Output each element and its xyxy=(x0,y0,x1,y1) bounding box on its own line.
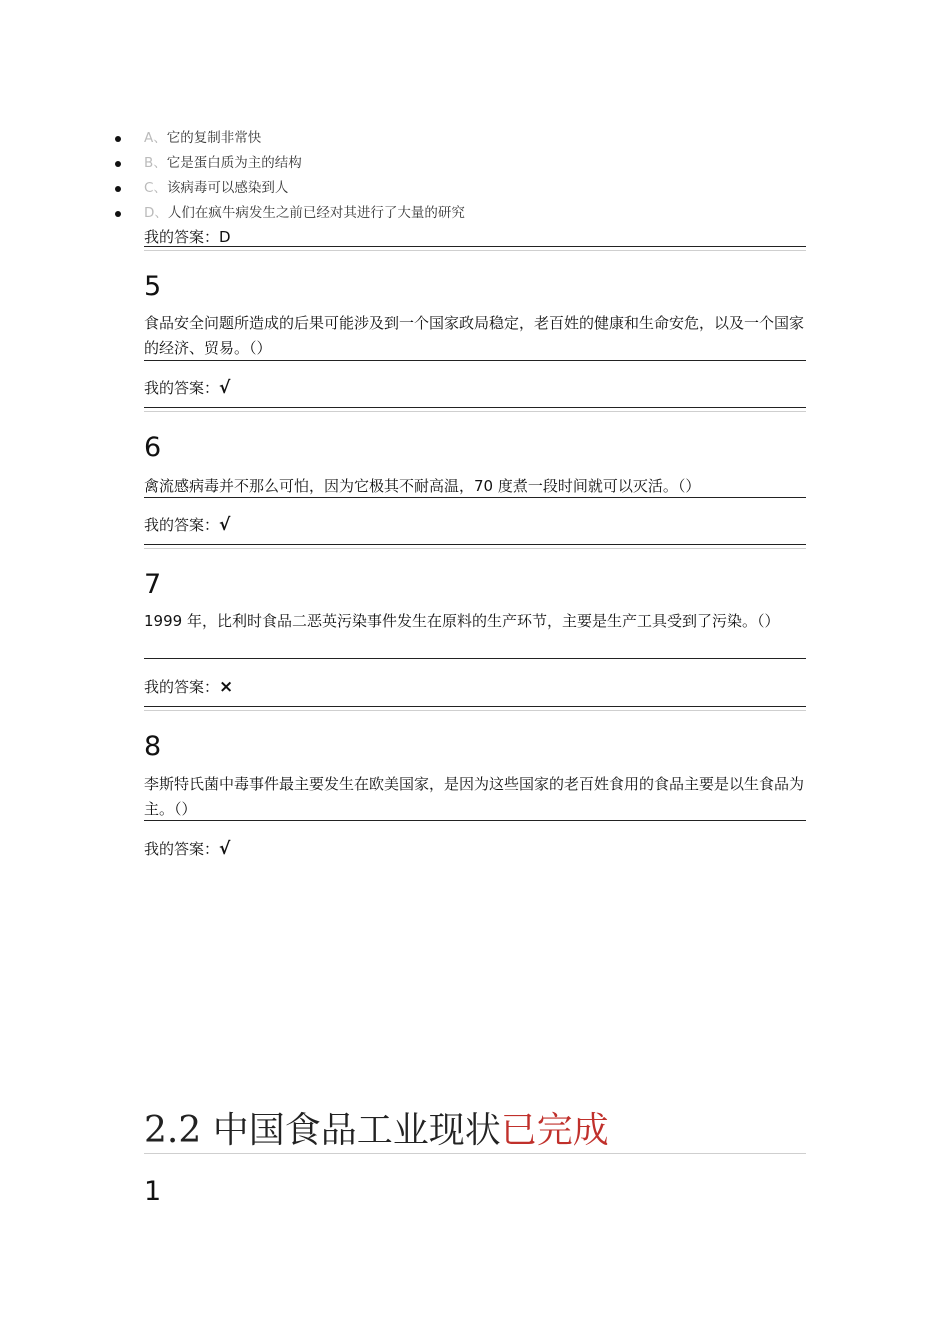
answer-mark: √ xyxy=(219,515,231,535)
answer-row xyxy=(144,676,806,698)
answer-label: 我的答案： xyxy=(144,678,220,696)
bullet-icon xyxy=(115,136,121,142)
question-separator xyxy=(144,411,806,412)
option-text: 人们在疯牛病发生之前已经对其进行了大量的研究 xyxy=(167,205,465,221)
answer-row xyxy=(144,377,806,399)
option-letter: A、 xyxy=(144,130,167,146)
question-number: 1 xyxy=(144,1176,162,1207)
option-letter: D、 xyxy=(144,205,168,221)
option-text: 该病毒可以感染到人 xyxy=(166,180,289,196)
option-text: 它是蛋白质为主的结构 xyxy=(166,155,302,171)
option-letter: B、 xyxy=(144,155,167,171)
question-separator xyxy=(144,250,806,251)
answer-mark: × xyxy=(219,677,234,697)
question-divider xyxy=(144,497,806,498)
option-b[interactable] xyxy=(110,151,830,176)
question-text: 李斯特氏菌中毒事件最主要发生在欧美国家，是因为这些国家的老百姓食用的食品主要是以生食品为主。（） xyxy=(144,775,805,818)
question-number: 8 xyxy=(144,731,162,762)
option-text: 它的复制非常快 xyxy=(166,130,262,146)
question-separator xyxy=(144,710,806,711)
answer-label: 我的答案： xyxy=(144,379,220,397)
question-separator xyxy=(144,548,806,549)
question-number: 5 xyxy=(144,271,162,302)
answer-divider xyxy=(144,544,806,545)
answer-row xyxy=(144,838,806,860)
section-divider xyxy=(144,1153,806,1154)
answer-label: 我的答案： xyxy=(144,840,220,858)
question-divider xyxy=(144,658,806,659)
section-status: 已完成 xyxy=(500,1110,609,1151)
option-list xyxy=(110,126,830,226)
answer-row xyxy=(144,514,806,536)
answer-label: 我的答案： xyxy=(144,228,220,246)
question-text: 禽流感病毒并不那么可怕，因为它极其不耐高温，70 度煮一段时间就可以灭活。（） xyxy=(144,477,701,495)
answer-label: 我的答案： xyxy=(144,516,220,534)
answer-value: D xyxy=(219,228,231,246)
answer-mark: √ xyxy=(219,839,231,859)
prev-answer-row xyxy=(144,226,806,248)
option-a[interactable] xyxy=(110,126,830,151)
option-c[interactable] xyxy=(110,176,830,201)
question-number: 7 xyxy=(144,569,162,600)
answer-divider xyxy=(144,706,806,707)
bullet-icon xyxy=(115,186,121,192)
bullet-icon xyxy=(115,211,121,217)
option-d[interactable] xyxy=(110,201,830,226)
bullet-icon xyxy=(115,161,121,167)
question-text: 1999 年，比利时食品二恶英污染事件发生在原料的生产环节，主要是生产工具受到了污染。（） xyxy=(144,612,780,630)
answer-mark: √ xyxy=(219,378,231,398)
answer-divider xyxy=(144,407,806,408)
question-number: 6 xyxy=(144,432,162,463)
question-text: 食品安全问题所造成的后果可能涉及到一个国家政局稳定，老百姓的健康和生命安危，以及一个国家的经济、贸易。（） xyxy=(144,314,805,357)
question-divider xyxy=(144,360,806,361)
section-title xyxy=(144,1106,609,1156)
section-title-text: 2.2 中国食品工业现状 xyxy=(144,1110,501,1151)
question-divider xyxy=(144,820,806,821)
option-letter: C、 xyxy=(144,180,167,196)
answer-divider xyxy=(144,246,806,247)
